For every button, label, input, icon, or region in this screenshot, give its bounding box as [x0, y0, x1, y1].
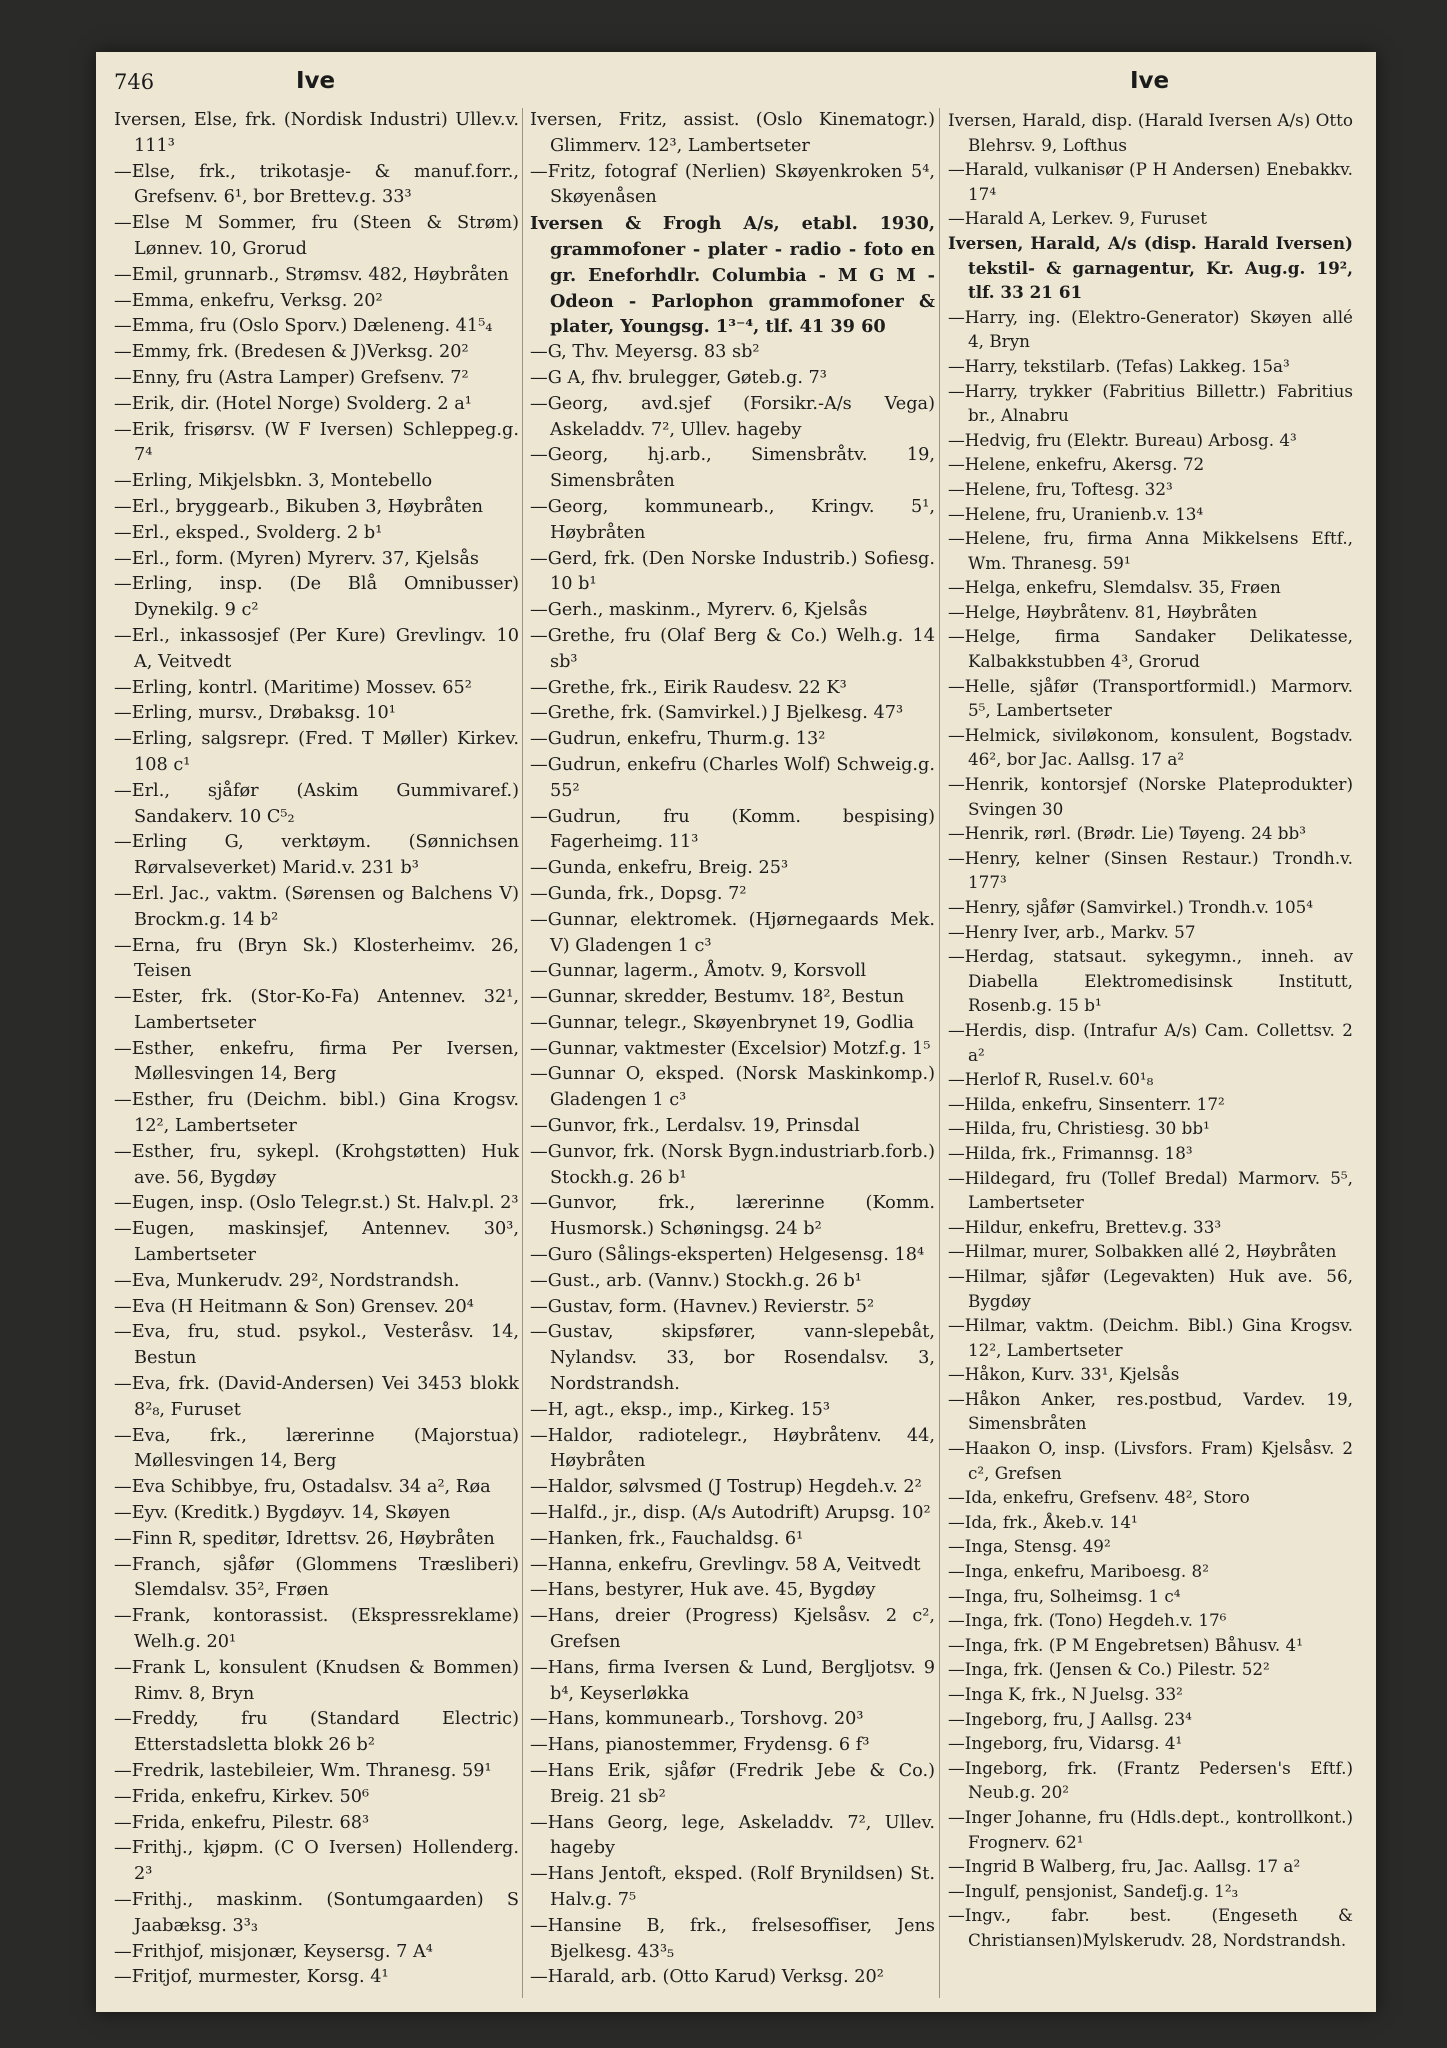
directory-entry: —Eva, frk., lærerinne (Majorstua) Møllesvingen 14, Berg — [114, 1425, 519, 1472]
directory-entry: —Eugen, insp. (Oslo Telegr.st.) St. Halv.pl. 2³ — [114, 1193, 519, 1214]
directory-page — [96, 52, 1376, 2012]
directory-entry: —Gunvor, frk., Lerdalsv. 19, Prinsdal — [530, 1116, 860, 1137]
directory-entry: —Enny, fru (Astra Lamper) Grefsenv. 7² — [114, 367, 469, 388]
directory-entry: —Grethe, fru (Olaf Berg & Co.) Welh.g. 14 sb³ — [530, 625, 935, 672]
directory-entry: —Eva, fru, stud. psykol., Vesteråsv. 14, Bestun — [114, 1322, 519, 1369]
directory-entry: —Esther, fru, sykepl. (Krohgstøtten) Huk ave. 56, Bygdøy — [114, 1141, 519, 1188]
directory-entry: —Hans, firma Iversen & Lund, Bergljotsv. 9 b⁴, Keyserløkka — [530, 1657, 935, 1704]
directory-entry: —Harry, ing. (Elektro-Generator) Skøyen allé 4, Bryn — [948, 306, 1353, 352]
directory-entry: —Else M Sommer, fru (Steen & Strøm) Lønnev. 10, Grorud — [114, 213, 519, 259]
directory-entry: —Esther, enkefru, firma Per Iversen, Møllesvingen 14, Berg — [114, 1038, 519, 1085]
directory-entry: —Helga, enkefru, Slemdalsv. 35, Frøen — [948, 577, 1281, 598]
directory-entry: —Frida, enkefru, Kirkev. 50⁶ — [114, 1786, 370, 1807]
directory-entry: —Hans Jentoft, eksped. (Rolf Brynildsen) St. Halv.g. 7⁵ — [530, 1864, 935, 1910]
column-rule — [939, 108, 940, 1998]
directory-entry: —Gudrun, enkefru, Thurm.g. 13² — [530, 729, 826, 750]
directory-entry: —Eva (H Heitmann & Son) Grensev. 20⁴ — [114, 1296, 474, 1317]
directory-entry: —Hilda, enkefru, Sinsenterr. 17² — [948, 1093, 1225, 1114]
directory-entry: —Georg, kommunearb., Kringv. 5¹, Høybråten — [530, 496, 935, 543]
directory-entry: —Hilda, fru, Christiesg. 30 bb¹ — [948, 1118, 1210, 1139]
directory-entry: —Hans, kommunearb., Torshovg. 20³ — [530, 1709, 864, 1730]
directory-entry: —Eva Schibbye, fru, Ostadalsv. 34 a², Røa — [114, 1477, 491, 1498]
directory-entry: —Inga, fru, Solheimsg. 1 c⁴ — [948, 1585, 1181, 1606]
directory-entry: —Hans, pianostemmer, Frydensg. 6 f³ — [530, 1735, 870, 1756]
directory-entry: —Gunnar, telegr., Skøyenbrynet 19, Godlia — [530, 1012, 915, 1033]
directory-entry: —Gustav, skipsfører, vann-slepebåt, Nylandsv. 33, bor Rosendalsv. 3, Nordstrandsh. — [530, 1322, 935, 1395]
directory-entry: —Gunnar, skredder, Bestumv. 18², Bestun — [530, 987, 905, 1008]
directory-column-2 — [530, 108, 935, 1991]
directory-entry: —Helene, fru, Toftesg. 32³ — [948, 478, 1173, 499]
directory-entry: —Frida, enkefru, Pilestr. 68³ — [114, 1812, 370, 1833]
directory-entry: —Hanna, enkefru, Grevlingv. 58 A, Veitvedt — [530, 1554, 921, 1575]
directory-entry: —Erl., eksped., Svolderg. 2 b¹ — [114, 522, 383, 543]
directory-entry: —Emil, grunnarb., Strømsv. 482, Høybråten — [114, 264, 509, 285]
directory-entry: Iversen, Harald, A/s (disp. Harald Iversen) tekstil- & garnagentur, Kr. Aug.g. 19², tlf. 33 21 61 — [948, 232, 1353, 303]
directory-entry: —Halfd., jr., disp. (A/s Autodrift) Arupsg. 10² — [530, 1503, 931, 1524]
directory-entry: —Hildur, enkefru, Brettev.g. 33³ — [948, 1216, 1222, 1237]
directory-entry: —Haldor, sølvsmed (J Tostrup) Hegdeh.v. 2² — [530, 1477, 922, 1498]
directory-entry: —Hansine B, frk., frelsesoffiser, Jens Bjelkesg. 43³₅ — [530, 1915, 935, 1962]
directory-entry: —Hans Erik, sjåfør (Fredrik Jebe & Co.) Breig. 21 sb² — [530, 1761, 935, 1807]
directory-entry: —Henrik, kontorsjef (Norske Plateprodukter) Svingen 30 — [948, 774, 1353, 819]
directory-entry: —Esther, fru (Deichm. bibl.) Gina Krogsv. 12², Lambertseter — [114, 1090, 519, 1137]
directory-entry: —Gerh., maskinm., Myrerv. 6, Kjelsås — [530, 600, 868, 621]
directory-entry: —Finn R, speditør, Idrettsv. 26, Høybråten — [114, 1528, 495, 1549]
directory-entry: —Ida, frk., Åkeb.v. 14¹ — [948, 1511, 1138, 1532]
running-header-right: Ive — [1130, 68, 1170, 94]
directory-entry: —Georg, hj.arb., Simensbråtv. 19, Simensbråten — [530, 445, 935, 492]
directory-entry: —Gust., arb. (Vannv.) Stockh.g. 26 b¹ — [530, 1270, 862, 1291]
directory-entry: —Emma, enkefru, Verksg. 20² — [114, 290, 383, 311]
directory-entry: —Haldor, radiotelegr., Høybråtenv. 44, Høybråten — [530, 1425, 935, 1472]
directory-entry: —Erik, frisørsv. (W F Iversen) Schleppeg.g. 7⁴ — [114, 419, 519, 466]
directory-entry: —Eugen, maskinsjef, Antennev. 30³, Lambertseter — [114, 1219, 519, 1266]
directory-entry: —Inga, enkefru, Mariboesg. 8² — [948, 1561, 1209, 1582]
directory-entry: —Inga K, frk., N Juelsg. 33² — [948, 1684, 1183, 1704]
directory-entry: —Erl., form. (Myren) Myrerv. 37, Kjelsås — [114, 548, 479, 569]
directory-entry: —Erling, kontrl. (Maritime) Mossev. 65² — [114, 677, 472, 698]
directory-entry: —Henry, kelner (Sinsen Restaur.) Trondh.v. 177³ — [948, 847, 1353, 893]
directory-entry: —Erl. Jac., vaktm. (Sørensen og Balchens V) Brockm.g. 14 b² — [114, 883, 519, 930]
directory-entry: —Inga, frk. (Jensen & Co.) Pilestr. 52² — [948, 1659, 1270, 1680]
directory-entry: —Inga, frk. (P M Engebretsen) Båhusv. 4¹ — [948, 1634, 1303, 1655]
directory-entry: —Eva, Munkerudv. 29², Nordstrandsh. — [114, 1270, 460, 1291]
directory-entry: —Eva, frk. (David-Andersen) Vei 3453 blokk 8²₈, Furuset — [114, 1374, 519, 1420]
directory-entry: —Herlof R, Rusel.v. 60¹₈ — [948, 1069, 1154, 1090]
directory-entry: —Ester, frk. (Stor-Ko-Fa) Antennev. 32¹, Lambertseter — [114, 987, 519, 1033]
directory-entry: —Haakon O, insp. (Livsfors. Fram) Kjelsåsv. 2 c², Grefsen — [948, 1438, 1353, 1483]
directory-entry: —Harry, trykker (Fabritius Billettr.) Fabritius br., Alnabru — [948, 380, 1353, 426]
directory-entry: —Gudrun, fru (Komm. bespising) Fagerheimg. 11³ — [530, 806, 935, 853]
directory-entry: —Håkon, Kurv. 33¹, Kjelsås — [948, 1364, 1180, 1385]
directory-entry: —Erik, dir. (Hotel Norge) Svolderg. 2 a¹ — [114, 393, 472, 414]
page-number: 746 — [114, 70, 155, 94]
directory-entry: —G, Thv. Meyersg. 83 sb² — [530, 342, 760, 363]
directory-entry: —Frank, kontorassist. (Ekspressreklame) Welh.g. 20¹ — [114, 1606, 519, 1653]
directory-entry: —G A, fhv. brulegger, Gøteb.g. 7³ — [530, 367, 827, 388]
directory-entry: —Frithjof, misjonær, Keysersg. 7 A⁴ — [114, 1941, 433, 1962]
directory-entry: —Erling, salgsrepr. (Fred. T Møller) Kirkev. 108 c¹ — [114, 729, 519, 775]
directory-entry: —Helle, sjåfør (Transportformidl.) Marmorv. 5⁵, Lambertseter — [948, 675, 1353, 721]
directory-entry: —Georg, avd.sjef (Forsikr.-A/s Vega) Askeladdv. 7², Ullev. hageby — [530, 393, 935, 440]
directory-entry: —Henry Iver, arb., Markv. 57 — [948, 921, 1196, 942]
directory-entry: —Hilmar, vaktm. (Deichm. Bibl.) Gina Krogsv. 12², Lambertseter — [948, 1315, 1353, 1360]
directory-entry: —Gunnar, elektromek. (Hjørnegaards Mek. V) Gladengen 1 c³ — [530, 909, 935, 956]
column-rule — [522, 108, 523, 1998]
directory-entry: —Freddy, fru (Standard Electric) Etterstadsletta blokk 26 b² — [114, 1709, 519, 1756]
directory-entry: —Fritjof, murmester, Korsg. 4¹ — [114, 1967, 389, 1988]
directory-entry: —Ingeborg, fru, J Aallsg. 23⁴ — [948, 1708, 1192, 1729]
directory-entry: —Ingeborg, frk. (Frantz Pedersen's Eftf.) Neub.g. 20² — [948, 1757, 1353, 1803]
directory-entry: —Emma, fru (Oslo Sporv.) Dæleneng. 41⁵₄ — [114, 316, 493, 337]
directory-entry: —Harald, arb. (Otto Karud) Verksg. 20² — [530, 1967, 884, 1988]
directory-entry: —H, agt., eksp., imp., Kirkeg. 15³ — [530, 1399, 830, 1420]
directory-entry: —Franch, sjåfør (Glommens Træsliberi) Slemdalsv. 35², Frøen — [114, 1554, 519, 1601]
directory-entry: —Hildegard, fru (Tollef Bredal) Marmorv. 5⁵, Lambertseter — [948, 1167, 1353, 1213]
directory-entry: —Gustav, form. (Havnev.) Revierstr. 5² — [530, 1296, 875, 1317]
directory-entry: —Gunnar, lagerm., Åmotv. 9, Korsvoll — [530, 961, 867, 982]
directory-entry: —Ingv., fabr. best. (Engeseth & Christiansen)Mylskerudv. 28, Nordstrandsh. — [948, 1905, 1353, 1950]
running-header-left: Ive — [296, 68, 336, 94]
directory-entry: —Gunnar, vaktmester (Excelsior) Motzf.g. 1⁵ — [530, 1038, 931, 1059]
directory-entry: —Ida, enkefru, Grefsenv. 48², Storo — [948, 1487, 1250, 1508]
directory-entry: Iversen, Fritz, assist. (Oslo Kinematogr.) Glimmerv. 12³, Lambertseter — [530, 110, 935, 156]
directory-entry: —Hedvig, fru (Elektr. Bureau) Arbosg. 4³ — [948, 429, 1297, 450]
directory-entry: —Henry, sjåfør (Samvirkel.) Trondh.v. 105⁴ — [948, 897, 1314, 917]
directory-entry: —Inga, Stensg. 49² — [948, 1536, 1111, 1557]
directory-entry: —Hans, bestyrer, Huk ave. 45, Bygdøy — [530, 1580, 876, 1601]
directory-entry: —Grethe, frk., Eirik Raudesv. 22 K³ — [530, 677, 847, 698]
directory-entry: —Hilda, frk., Frimannsg. 18³ — [948, 1142, 1193, 1163]
directory-entry: Iversen, Harald, disp. (Harald Iversen A/s) Otto Blehrsv. 9, Lofthus — [948, 110, 1353, 155]
directory-entry: —Hilmar, sjåfør (Legevakten) Huk ave. 56, Bygdøy — [948, 1265, 1353, 1311]
directory-entry: —Helge, firma Sandaker Delikatesse, Kalbakkstubben 4³, Grorud — [948, 626, 1353, 672]
directory-entry: —Ingeborg, fru, Vidarsg. 4¹ — [948, 1733, 1183, 1754]
directory-entry: —Gunda, enkefru, Breig. 25³ — [530, 858, 789, 879]
directory-entry: Iversen, Else, frk. (Nordisk Industri) Ullev.v. 111³ — [114, 110, 519, 156]
directory-entry: —Henrik, rørl. (Brødr. Lie) Tøyeng. 24 bb³ — [948, 823, 1307, 844]
directory-entry: —Frithj., kjøpm. (C O Iversen) Hollenderg. 2³ — [114, 1838, 519, 1885]
directory-entry: —Ingrid B Walberg, fru, Jac. Aallsg. 17 a² — [948, 1856, 1301, 1877]
directory-entry: —Fredrik, lastebileier, Wm. Thranesg. 59¹ — [114, 1761, 492, 1781]
directory-entry: —Harry, tekstilarb. (Tefas) Lakkeg. 15a³ — [948, 355, 1290, 376]
directory-entry: —Harald A, Lerkev. 9, Furuset — [948, 208, 1207, 229]
directory-entry: —Frank L, konsulent (Knudsen & Bommen) Rimv. 8, Bryn — [114, 1657, 519, 1704]
directory-entry: —Hilmar, murer, Solbakken allé 2, Høybråten — [948, 1241, 1337, 1262]
directory-entry: —Gunvor, frk. (Norsk Bygn.industriarb.forb.) Stockh.g. 26 b¹ — [530, 1141, 935, 1188]
directory-entry: —Helene, enkefru, Akersg. 72 — [948, 454, 1205, 475]
directory-entry: —Erl., inkassosjef (Per Kure) Grevlingv. 10 A, Veitvedt — [114, 625, 519, 672]
directory-entry: —Erna, fru (Bryn Sk.) Klosterheimv. 26, Teisen — [114, 935, 519, 982]
directory-entry: —Helge, Høybråtenv. 81, Høybråten — [948, 601, 1258, 622]
directory-entry: —Gunvor, frk., lærerinne (Komm. Husmorsk.) Schøningsg. 24 b² — [530, 1193, 935, 1240]
directory-entry: Iversen & Frogh A/s, etabl. 1930, grammofoner - plater - radio - foto en gr. Eneforhdlr. Columbia - M G M - Odeon - Parlophon grammofoner & plater, Youngsg. 1³⁻⁴, tlf. 41 39 60 — [530, 213, 935, 338]
directory-entry: —Herdis, disp. (Intrafur A/s) Cam. Collettsv. 2 a² — [948, 1019, 1353, 1065]
directory-entry: —Erling, insp. (De Blå Omnibusser) Dynekilg. 9 c² — [114, 574, 519, 621]
directory-entry: —Inga, frk. (Tono) Hegdeh.v. 17⁶ — [948, 1610, 1227, 1631]
directory-entry: —Grethe, frk. (Samvirkel.) J Bjelkesg. 47³ — [530, 703, 904, 724]
directory-column-1 — [114, 108, 519, 1991]
directory-entry: —Erl., sjåfør (Askim Gummivaref.) Sandakerv. 10 C⁵₂ — [114, 780, 519, 827]
directory-column-3 — [948, 108, 1353, 1953]
directory-entry: —Erl., bryggearb., Bikuben 3, Høybråten — [114, 496, 484, 517]
directory-entry: —Erling G, verktøym. (Sønnichsen Rørvalseverket) Marid.v. 231 b³ — [114, 832, 519, 879]
directory-entry: —Gudrun, enkefru (Charles Wolf) Schweig.g. 55² — [530, 754, 935, 801]
directory-entry: —Hans, dreier (Progress) Kjelsåsv. 2 c², Grefsen — [530, 1606, 935, 1653]
directory-entry: —Ingulf, pensjonist, Sandefj.g. 1²₃ — [948, 1880, 1239, 1901]
directory-entry: —Gunnar O, eksped. (Norsk Maskinkomp.) Gladengen 1 c³ — [530, 1064, 935, 1111]
directory-entry: —Else, frk., trikotasje- & manuf.forr., Grefsenv. 6¹, bor Brettev.g. 33³ — [114, 161, 519, 208]
directory-entry: —Helmick, siviløkonom, konsulent, Bogstadv. 46², bor Jac. Aallsg. 17 a² — [948, 724, 1353, 770]
directory-entry: —Helene, fru, firma Anna Mikkelsens Eftf., Wm. Thranesg. 59¹ — [948, 528, 1353, 573]
directory-entry: —Guro (Sålings-eksperten) Helgesensg. 18⁴ — [530, 1245, 925, 1266]
directory-entry: —Gerd, frk. (Den Norske Industrib.) Sofiesg. 10 b¹ — [530, 548, 935, 595]
directory-entry: —Frithj., maskinm. (Sontumgaarden) S Jaabæksg. 3³₃ — [114, 1889, 519, 1936]
directory-entry: —Harald, vulkanisør (P H Andersen) Enebakkv. 17⁴ — [948, 159, 1353, 204]
directory-entry: —Gunda, frk., Dopsg. 7² — [530, 883, 747, 904]
directory-entry: —Hanken, frk., Fauchaldsg. 6¹ — [530, 1528, 804, 1549]
directory-entry: —Hans Georg, lege, Askeladdv. 7², Ullev. hageby — [530, 1812, 935, 1859]
directory-entry: —Inger Johanne, fru (Hdls.dept., kontrollkont.) Frognerv. 62¹ — [948, 1806, 1353, 1852]
directory-entry: —Emmy, frk. (Bredesen & J)Verksg. 20² — [114, 342, 469, 363]
directory-entry: —Helene, fru, Uranienb.v. 13⁴ — [948, 503, 1204, 524]
directory-entry: —Erling, Mikjelsbkn. 3, Montebello — [114, 471, 433, 492]
directory-entry: —Håkon Anker, res.postbud, Vardev. 19, Simensbråten — [948, 1388, 1353, 1434]
directory-entry: —Herdag, statsaut. sykegymn., inneh. av Diabella Elektromedisinsk Institutt, Rosenb.g. 15 b¹ — [948, 946, 1353, 1016]
directory-entry: —Erling, mursv., Drøbaksg. 10¹ — [114, 703, 396, 724]
directory-entry: —Eyv. (Kreditk.) Bygdøyv. 14, Skøyen — [114, 1503, 451, 1524]
directory-entry: —Fritz, fotograf (Nerlien) Skøyenkroken 5⁴, Skøyenåsen — [530, 161, 935, 208]
